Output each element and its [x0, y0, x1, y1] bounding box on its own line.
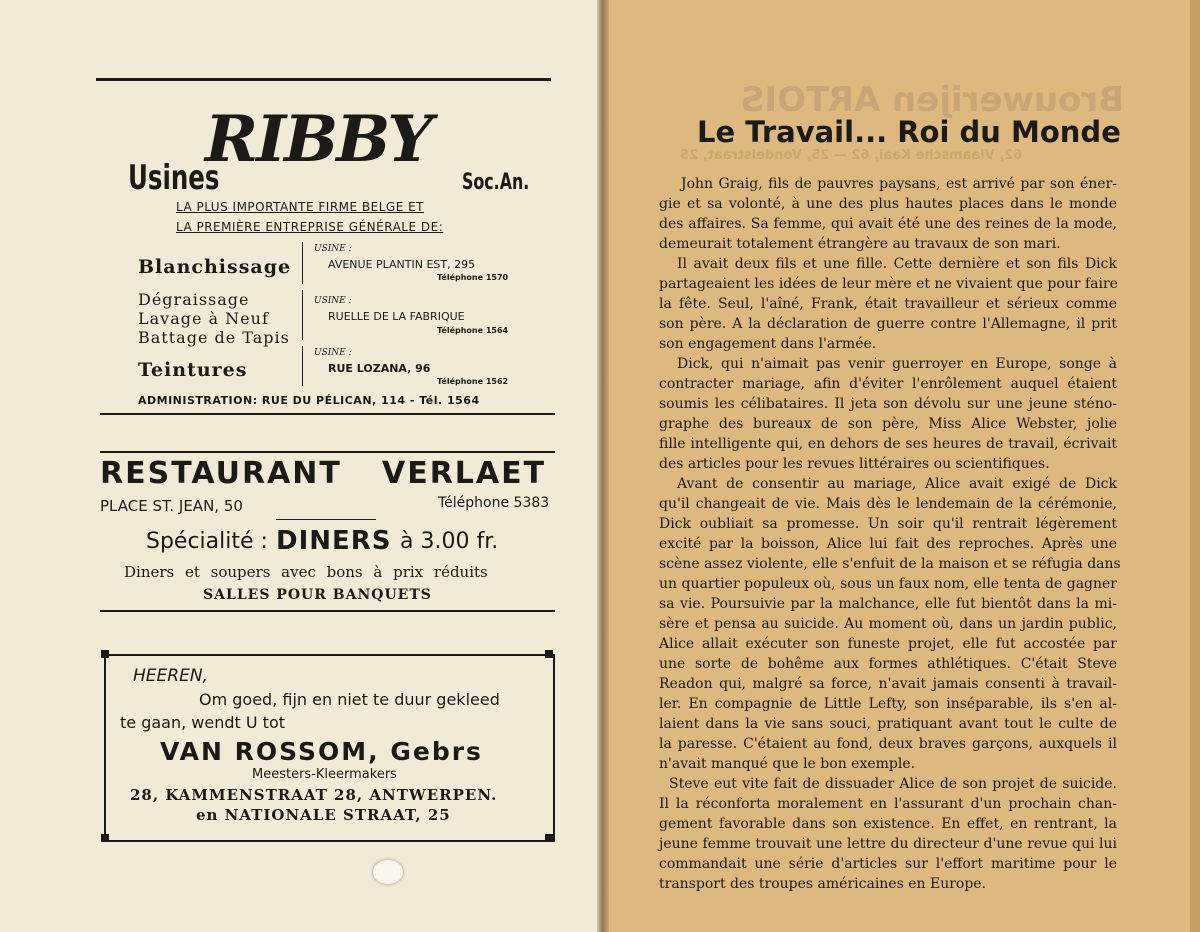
restaurant-phone: Téléphone 5383 [438, 495, 550, 511]
article-line: sa vie. Poursuivie par la malchance, elle fut bientôt dans la mi- [659, 596, 1117, 612]
article-line: des articles pour les revues littéraires ou scientifiques. [659, 456, 1050, 472]
specialty-price: à 3.00 fr. [400, 529, 499, 554]
service-degraissage: Dégraissage [138, 290, 250, 309]
article-title: Le Travail... Roi du Monde [697, 115, 1121, 149]
ribby-administration: ADMINISTRATION: RUE DU PÉLICAN, 114 - Tél. 1564 [138, 394, 480, 407]
tailor-trade: Meesters-Kleermakers [252, 767, 397, 782]
frame-corner [101, 834, 109, 842]
frame-corner [545, 834, 553, 842]
article-line: des affaires. Sa femme, qui avait été une des reines de la mode, [659, 216, 1117, 232]
usine-2-address: RUELLE DE LA FABRIQUE [328, 310, 465, 323]
article-line: Dick, qui n'aimait pas venir guerroyer en Europe, songe à [677, 356, 1117, 372]
usine-1-label: USINE : [314, 244, 352, 254]
article-line: une sorte de bohême aux formes athlétiques. C'était Steve [659, 656, 1117, 672]
staple-hole [373, 860, 403, 884]
article-line: Dick oubliait sa promesse. Un soir qu'il rentrait légèrement [659, 516, 1117, 532]
usine-2-label: USINE : [314, 296, 352, 306]
article-line: sère et pensa au suicide. Au moment où, dans un jardin public, [659, 616, 1117, 632]
article-line: fille intelligente qui, en dehors de ses heures de travail, écrivait [659, 436, 1117, 452]
article-line: son père. A la déclaration de guerre contre l'Allemagne, il prit [659, 316, 1117, 332]
service-teintures: Teintures [138, 359, 248, 381]
article-line: n'avait manqué que le bon exemple. [659, 756, 916, 772]
page-edge [1190, 0, 1200, 932]
restaurant-bottom-rule [100, 610, 555, 612]
frame-corner [101, 650, 109, 658]
brace-2 [302, 290, 303, 340]
article-line: contracter mariage, afin d'éviter l'enrôlement auquel étaient [659, 376, 1117, 392]
article-line: son engagement dans l'armée. [659, 336, 877, 352]
bleed-through-stamp: Brouwerijen ARTOIS [740, 80, 1125, 120]
article-line: ler. En compagnie de Little Lefty, son inséparable, ils s'en al- [659, 696, 1117, 712]
ribby-logo: RIBBY [205, 102, 431, 177]
article-line: qu'il changeait de vie. Mais dès le lendemain de la cérémonie, [659, 496, 1117, 512]
tailor-name: VAN ROSSOM, Gebrs [160, 737, 483, 766]
tailor-address-1: 28, KAMMENSTRAAT 28, ANTWERPEN. [130, 786, 498, 804]
article-line: Alice allait exécuter son funeste projet, elle fut accostée par [659, 636, 1117, 652]
usine-1-address: AVENUE PLANTIN EST, 295 [328, 258, 476, 271]
specialty-prefix: Spécialité : [146, 529, 268, 554]
service-blanchissage: Blanchissage [138, 256, 292, 278]
article-line: scène assez violente, elle s'enfuit de la maison et se réfugia dans [659, 556, 1121, 572]
usine-3-phone: Téléphone 1562 [437, 377, 509, 386]
bleed-through-stamp-2: 62, Vlaamsche Kaai, 62 — 25, Vondelstraat, 25 [680, 148, 1023, 163]
restaurant-name: RESTAURANT [100, 456, 342, 491]
article-line: excité par la boisson, Alice lui fait des reproches. Après une [659, 536, 1117, 552]
restaurant-address: PLACE ST. JEAN, 50 [100, 497, 243, 515]
soc-an-label: Soc.An. [462, 170, 530, 195]
top-rule [96, 78, 551, 81]
ribby-tagline-2: LA PREMIÈRE ENTREPRISE GÉNÉRALE DE: [176, 220, 444, 234]
article-line: la paresse. C'étaient au fond, deux braves garçons, auxquels il [659, 736, 1117, 752]
brace-3 [302, 346, 303, 386]
ribby-tagline-1: LA PLUS IMPORTANTE FIRME BELGE ET [176, 200, 425, 214]
usine-3-address: RUE LOZANA, 96 [328, 362, 431, 375]
article-line: un quartier populeux où, sous un faux nom, elle tenta de gagner [659, 576, 1117, 592]
article-line: Il la réconforta moralement en l'assurant d'un prochain chan- [659, 796, 1117, 812]
frame-corner [545, 650, 553, 658]
restaurant-name-2: VERLAET [382, 456, 547, 491]
restaurant-offer: Diners et soupers avec bons à prix réduits [124, 563, 488, 581]
article-line: gie et sa volonté, à une des plus hautes places dans le monde [659, 196, 1117, 212]
article-line: la fête. Seul, l'aîné, Frank, était travailleur et sérieux comme [659, 296, 1117, 312]
binding-gutter [597, 0, 609, 932]
article-line: Readon qui, malgré sa force, n'avait jamais consenti à travail- [659, 676, 1117, 692]
specialty-main: DINERS [276, 526, 392, 556]
article-line: soumis les célibataires. Il jeta son dévolu sur une jeune sténo- [659, 396, 1117, 412]
brace-1 [302, 242, 303, 284]
restaurant-banquets: SALLES POUR BANQUETS [203, 587, 432, 603]
article-line: partageaient les idées de leur mère et ne vivaient que pour faire [659, 276, 1118, 292]
article-line: laient dans la vie sans souci, pratiquant avant tout le culte de [659, 716, 1117, 732]
tailor-line-2: te gaan, wendt U tot [120, 713, 285, 732]
usine-3-label: USINE : [314, 348, 352, 358]
article-line: graphe des bureaux de son père, Miss Alice Webster, jolie [659, 416, 1117, 432]
article-line: commandait une série d'articles sur l'effort maritime pour le [659, 856, 1117, 872]
usines-label: Usines [128, 158, 220, 198]
restaurant-top-rule [100, 451, 555, 453]
usine-2-phone: Téléphone 1564 [437, 326, 509, 335]
article-line: Il avait deux fils et une fille. Cette dernière et son fils Dick [677, 256, 1117, 272]
ribby-bottom-rule [100, 413, 555, 415]
usine-1-phone: Téléphone 1570 [437, 273, 509, 282]
article-line: jeune femme trouvait une lettre du directeur d'une revue qui lui [659, 836, 1117, 852]
tailor-address-2: en NATIONALE STRAAT, 25 [196, 806, 451, 824]
article-line: Steve eut vite fait de dissuader Alice de son projet de suicide. [669, 776, 1117, 792]
service-battage: Battage de Tapis [138, 328, 290, 347]
article-line: transport des troupes américaines en Europe. [659, 876, 987, 892]
article-line: John Graig, fils de pauvres paysans, est arrivé par son éner- [681, 176, 1117, 192]
article-line: gement favorable dans son existence. En effet, en rentrant, la [659, 816, 1117, 832]
tailor-line-1: Om goed, fijn en niet te duur gekleed [199, 690, 500, 709]
restaurant-short-rule [276, 519, 376, 520]
article-line: demeurait totalement étrangère au travaux de son mari. [659, 236, 1061, 252]
service-lavage: Lavage à Neuf [138, 309, 269, 328]
article-line: Avant de consentir au mariage, Alice avait exigé de Dick [677, 476, 1117, 492]
tailor-greeting: HEEREN, [133, 666, 208, 686]
